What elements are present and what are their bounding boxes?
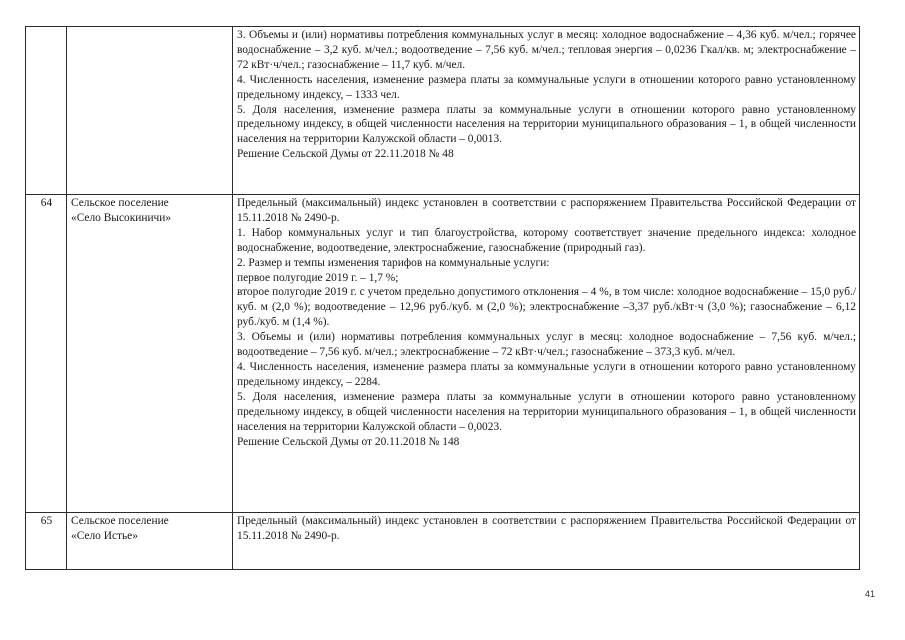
settlement-name-line1: Сельское поселение <box>71 515 169 527</box>
description-paragraph: Предельный (максимальный) индекс установлен в соответствии с распоряжением Правительства Российской Федерации от 15.11.2018 № 2490-р. <box>237 515 856 542</box>
index-description-cell <box>233 27 860 195</box>
description-paragraph: 5. Доля населения, изменение размера платы за коммунальные услуги в отношении которого равно установленному предельному индексу, в общей численности населения на территории муниципального образования – 1, в общей численности населения на территории Калужской области – 0,0023. <box>237 390 856 433</box>
index-description-cell <box>233 195 860 513</box>
description-paragraph: Предельный (максимальный) индекс установлен в соответствии с распоряжением Правительства Российской Федерации от 15.11.2018 № 2490-р. <box>237 197 856 224</box>
row-number <box>26 27 67 195</box>
description-paragraph: 3. Объемы и (или) нормативы потребления коммунальных услуг в месяц: холодное водоснабжение – 4,36 куб. м/чел.; горячее водоснабжение – 3,2 куб. м/чел.; водоотведение – 7,56 куб. м/чел.; тепловая энергия – 0,0236 Гкал/кв. м; электроснабжение – 72 кВт·ч/чел.; газоснабжение – 11,7 куб. м/чел. <box>237 29 856 71</box>
description-paragraph: 1. Набор коммунальных услуг и тип благоустройства, которому соответствует значение предельного индекса: холодное водоснабжение, водоотведение, электроснабжение, газоснабжение (природный газ). <box>237 226 856 254</box>
settlement-name-line2: «Село Высокиничи» <box>71 211 172 224</box>
description-paragraph: Решение Сельской Думы от 20.11.2018 № 148 <box>237 435 460 448</box>
description-paragraph: второе полугодие 2019 г. с учетом предельно допустимого отклонения – 4 %, в том числе: холодное водоснабжение – 15,0 руб./куб. м (2,0 %); водоотведение – 12,96 руб./куб. м (2,0 %); электроснабжение –3,37 руб./кВт·ч (3,0 %); газоснабжение – 6,12 руб./куб. м (1,4 %). <box>237 286 856 329</box>
description-paragraph: 4. Численность населения, изменение размера платы за коммунальные услуги в отношении которого равно установленному предельному индексу, – 1333 чел. <box>237 73 856 101</box>
description-paragraph: 2. Размер и темпы изменения тарифов на коммунальные услуги: <box>237 256 550 269</box>
row-number: 65 <box>26 513 67 570</box>
description-paragraph: 5. Доля населения, изменение размера платы за коммунальные услуги в отношении которого равно установленному предельному индексу, в общей численности населения на территории муниципального образования – 1, в общей численности населения на территории Калужской области – 0,0013. <box>237 103 856 146</box>
settlement-name-cell <box>67 27 233 195</box>
table-row <box>26 513 860 570</box>
table-row <box>26 195 860 513</box>
tariff-table <box>25 26 860 570</box>
table-row <box>26 27 860 195</box>
settlement-name-line2: «Село Истье» <box>71 529 138 542</box>
settlement-name-line1: Сельское поселение <box>71 197 169 209</box>
settlement-name-cell <box>67 195 233 513</box>
page-number: 41 <box>864 589 875 599</box>
settlement-name-cell <box>67 513 233 570</box>
description-paragraph: Решение Сельской Думы от 22.11.2018 № 48 <box>237 148 454 161</box>
description-paragraph: 3. Объемы и (или) нормативы потребления коммунальных услуг в месяц: холодное водоснабжение – 7,56 куб. м/чел.; водоотведение – 7,56 куб. м/чел.; электроснабжение – 72 кВт·ч/чел.; газоснабжение – 373,3 куб. м/чел. <box>237 331 856 359</box>
row-number: 64 <box>26 195 67 513</box>
description-paragraph: 4. Численность населения, изменение размера платы за коммунальные услуги в отношении которого равно установленному предельному индексу, – 2284. <box>237 360 856 388</box>
description-paragraph: первое полугодие 2019 г. – 1,7 %; <box>237 271 399 284</box>
index-description-cell <box>233 513 860 570</box>
